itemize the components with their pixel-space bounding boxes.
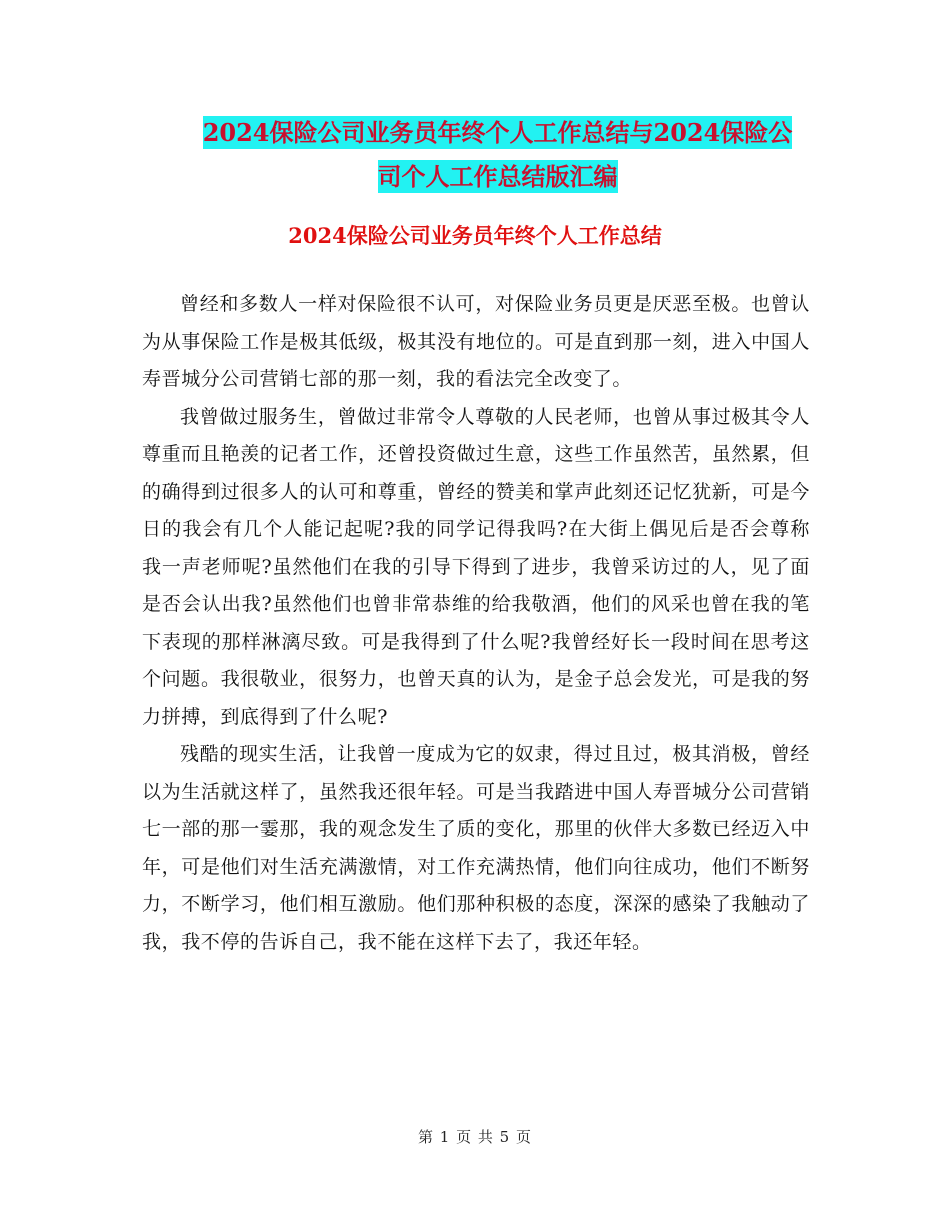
section-heading: 2024保险公司业务员年终个人工作总结 <box>288 223 662 248</box>
page-number-footer: 第 1 页 共 5 页 <box>418 1128 532 1146</box>
body-paragraph-1: 曾经和多数人一样对保险很不认可，对保险业务员更是厌恶至极。也曾认为从事保险工作是极其低级，极其没有地位的。可是直到那一刻，进入中国人寿晋城分公司营销七部的那一刻，我的看法完全改变了。 <box>142 293 810 390</box>
body-paragraph-3: 残酷的现实生活，让我曾一度成为它的奴隶，得过且过，极其消极，曾经以为生活就这样了，虽然我还很年轻。可是当我踏进中国人寿晋城分公司营销七一部的那一霎那，我的观念发生了质的变化，那里的伙伴大多数已经迈入中年，可是他们对生活充满激情，对工作充满热情，他们向往成功，他们不断努力，不断学习，他们相互激励。他们那种积极的态度，深深的感染了我触动了我，我不停的告诉自己，我不能在这样下去了，我还年轻。 <box>142 743 810 953</box>
body-paragraph-2: 我曾做过服务生，曾做过非常令人尊敬的人民老师，也曾从事过极其令人尊重而且艳羡的记者工作，还曾投资做过生意，这些工作虽然苦，虽然累，但的确得到过很多人的认可和尊重，曾经的赞美和掌声此刻还记忆犹新，可是今日的我会有几个人能记起呢?我的同学记得我吗?在大街上偶见后是否会尊称我一声老师呢?虽然他们在我的引导下得到了进步，我曾采访过的人，见了面是否会认出我?虽然他们也曾非常恭维的给我敬酒，他们的风采也曾在我的笔下表现的那样淋漓尽致。可是我得到了什么呢?我曾经好长一段时间在思考这个问题。我很敬业，很努力，也曾天真的认为，是金子总会发光，可是我的努力拼搏，到底得到了什么呢? <box>142 405 810 728</box>
document-title-line-1: 2024保险公司业务员年终个人工作总结与2024保险公 <box>202 118 793 147</box>
document-title <box>140 111 855 199</box>
document-body <box>142 286 810 961</box>
document-title-line-2: 司个人工作总结版汇编 <box>377 162 618 191</box>
